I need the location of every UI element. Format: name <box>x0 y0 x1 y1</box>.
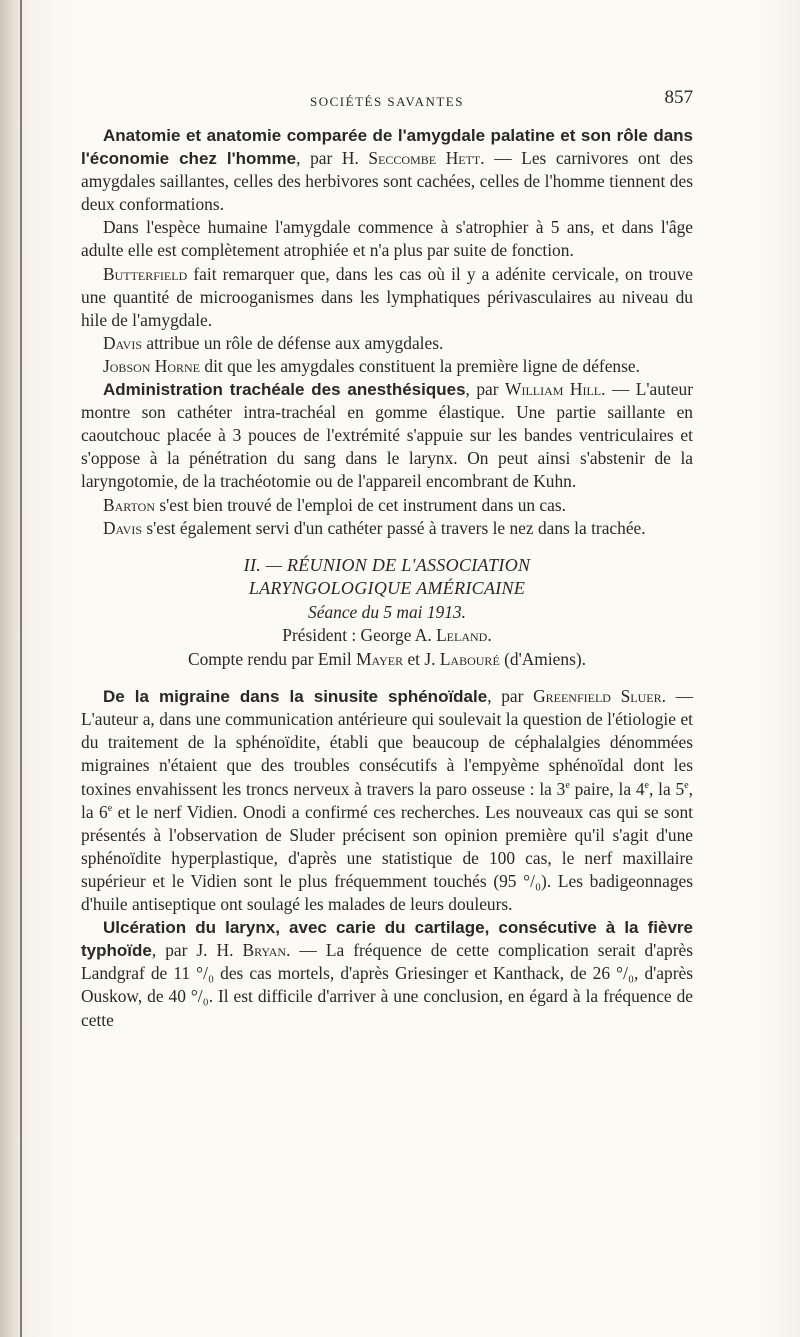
paragraph-amygdale <box>81 124 693 216</box>
paragraph-ulceration <box>81 916 693 1031</box>
article-by: , par J. H. <box>151 940 243 961</box>
page-number: 857 <box>664 87 693 108</box>
section-title-line-2: LARYNGOLOGIQUE AMÉRICAINE <box>248 578 526 599</box>
article-text-c: , la 5 <box>649 778 685 799</box>
article-by: , par H. <box>296 148 369 169</box>
speaker-name: Davis <box>103 517 143 538</box>
article-title: Anatomie et anatomie comparée de l'amygdale palatine et son rôle dans l'économie chez l'homme <box>81 126 693 169</box>
paragraph-davis-2 <box>81 517 693 540</box>
paragraph-davis-1 <box>81 332 693 355</box>
article-by: , par <box>465 379 506 400</box>
page-header <box>81 86 693 116</box>
article-text-d: , la 6 <box>81 778 693 822</box>
paragraph-text: s'est également servi d'un cathéter passé à travers le nez dans la trachée. <box>142 517 646 538</box>
paragraph-text: fait remarquer que, dans les cas où il y a adénite cervicale, on trouve une quantité de microoganismes dans les lymphatiques périvasculaires au niveau du hile de l'amygdale. <box>81 263 693 330</box>
superscript: e <box>684 779 689 791</box>
superscript: e <box>565 779 570 791</box>
article-text-e: et le nerf Vidien. Onodi a confirmé ces recherches. Les nouveaux cas qui se sont présentés à l'observation de Sluder précisent son opinion première qu'il s'agit d'une sphénoïdite hyperplastique, d'après une statistique de 100 cas, le nerf maxillaire supérieur et le Vidien sont le plus fréquemment touchés (95 °/₀). Les badigeonnages d'huile antiseptique ont soulagé les malades de leurs douleurs. <box>81 801 694 915</box>
article-text-b: paire, la 4 <box>569 778 645 799</box>
article-text: . — La fréquence de cette complication serait d'après Landgraf de 11 °/₀ des cas mortels, d'après Griesinger et Kanthack, de 26 °/₀, d'après Ouskow, de 40 °/₀. Il est difficile d'arriver à une conclusion, en égard à la fréquence de cette <box>81 940 693 1030</box>
speaker-name: Jobson Horne <box>103 355 201 376</box>
compte-rendu-line <box>81 648 693 672</box>
speaker-name: Davis <box>103 332 143 353</box>
president-end: . <box>487 625 492 646</box>
section-title-line-1: II. — RÉUNION DE L'ASSOCIATION <box>243 554 531 575</box>
paragraph-barton <box>81 494 693 517</box>
section-heading <box>81 554 693 672</box>
article-author: Bryan <box>242 940 287 961</box>
paragraph-anesthesiques <box>81 378 693 493</box>
president-label: Président : George A. <box>282 625 437 646</box>
speaker-name: Butterfield <box>103 263 188 284</box>
article-by: , par <box>487 686 534 707</box>
article-title: De la migraine dans la sinusite sphénoïdale <box>103 687 488 707</box>
president-line <box>81 624 693 648</box>
paragraph-jobson-horne <box>81 355 693 378</box>
paragraph-butterfield <box>81 263 693 332</box>
article-text: . — Les carnivores ont des amygdales saillantes, celles des herbivores sont cachées, celles de l'homme tiennent des deux conformations. <box>81 148 693 215</box>
article-text-a: . — L'auteur a, dans une communication antérieure qui soulevait la question de l'étiologie et du traitement de la sphénoïdite, établi que beaucoup de céphalalgies dénommées migraines n'étaient que des troubles consécutifs à l'empyème sphénoïdal dont les toxines envahissent les troncs nerveux à travers la paro osseuse : la 3 <box>81 686 693 799</box>
paragraph-text: attribue un rôle de défense aux amygdales. <box>142 332 444 353</box>
paragraph-migraine <box>81 685 693 916</box>
page-content <box>81 86 693 1032</box>
reporter-name-1: Mayer <box>356 648 404 669</box>
seance-date: Séance du 5 mai 1913. <box>308 601 466 622</box>
compte-end: (d'Amiens). <box>499 648 586 669</box>
compte-mid: et J. <box>403 648 440 669</box>
paragraph-atrophie <box>81 216 693 262</box>
article-title: Administration trachéale des anesthésiques <box>103 380 466 400</box>
president-name: Leland <box>436 625 488 646</box>
superscript: e <box>107 802 113 814</box>
paragraph-text: Dans l'espèce humaine l'amygdale commence à s'atrophier à 5 ans, et dans l'âge adulte elle est complètement atrophiée et n'a plus par suite de fonction. <box>81 217 693 261</box>
compte-label: Compte rendu par Emil <box>187 648 357 669</box>
book-binding-edge <box>20 0 22 1337</box>
paragraph-text: s'est bien trouvé de l'emploi de cet instrument dans un cas. <box>155 494 566 515</box>
speaker-name: Barton <box>103 494 155 515</box>
paragraph-text: dit que les amygdales constituent la première ligne de défense. <box>200 355 640 376</box>
article-author: Seccombe Hett <box>368 148 481 169</box>
article-text: . — L'auteur montre son cathéter intra-trachéal en gomme élastique. Une partie saillante en caoutchouc placée à 3 pouces de l'extrémité s'appuie sur les bandes ventriculaires et s'oppose à la pénétration du sang dans le larynx. On peut ainsi s'abstenir de la laryngotomie, de la trachéotomie ou de l'appareil encombrant de Kuhn. <box>81 379 694 492</box>
book-binding-shadow <box>0 0 22 1337</box>
running-head: SOCIÉTÉS SAVANTES <box>310 94 464 109</box>
reporter-name-2: Labouré <box>439 648 500 669</box>
article-author: Greenfield Sluer <box>533 686 662 707</box>
article-author: William Hill <box>505 379 602 400</box>
superscript: e <box>644 779 649 791</box>
article-title: Ulcération du larynx, avec carie du cartilage, consécutive à la fièvre typhoïde <box>81 918 693 961</box>
